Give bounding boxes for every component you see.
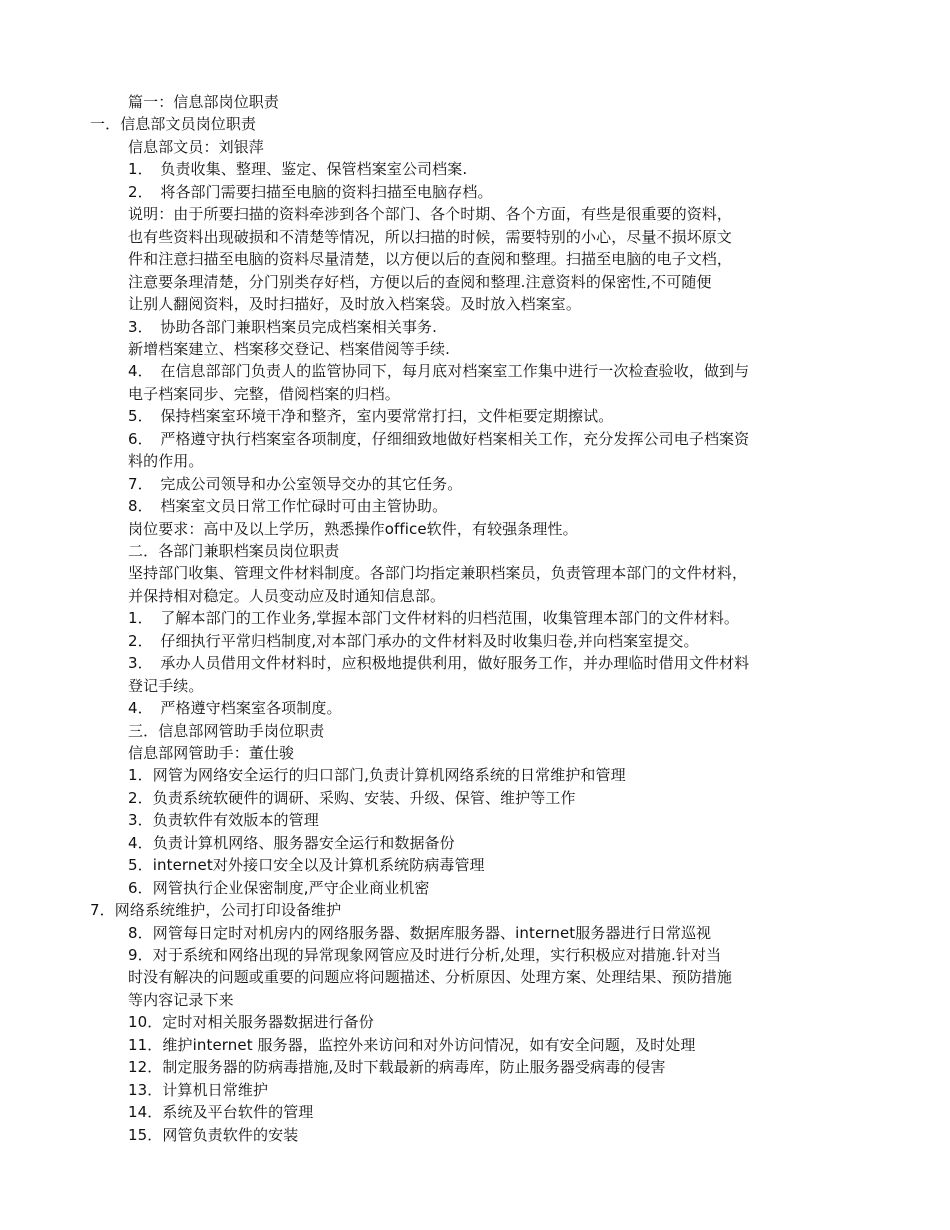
list-item: 6． 严格遵守执行档案室各项制度，仔细细致地做好档案相关工作，充分发挥公司电子档案资 — [128, 430, 750, 448]
text-line: 信息部网管助手：董仕骏 — [128, 744, 295, 762]
list-item: 3． 协助各部门兼职档案员完成档案相关事务. — [128, 318, 438, 336]
text-line: 新增档案建立、档案移交登记、档案借阅等手续. — [128, 340, 450, 358]
list-item: 8． 档案室文员日常工作忙碌时可由主管协助。 — [128, 497, 448, 515]
list-item: 8．网管每日定时对机房内的网络服务器、数据库服务器、internet服务器进行日常巡视 — [128, 924, 712, 942]
list-item: 1． 负责收集、整理、鉴定、保管档案室公司档案. — [128, 160, 468, 178]
list-item: 12．制定服务器的防病毒措施,及时下载最新的病毒库，防止服务器受病毒的侵害 — [128, 1058, 666, 1076]
list-item: 14．系统及平台软件的管理 — [128, 1103, 314, 1121]
list-item: 11．维护internet 服务器，监控外来访问和对外访问情况，如有安全问题，及时处理 — [128, 1036, 696, 1054]
text-line: 信息部文员：刘银萍 — [128, 138, 264, 156]
section-heading: 二．各部门兼职档案员岗位职责 — [128, 542, 340, 560]
section-heading: 一．信息部文员岗位职责 — [90, 115, 257, 133]
list-item: 13．计算机日常维护 — [128, 1081, 269, 1099]
list-item: 2．负责系统软硬件的调研、采购、安装、升级、保管、维护等工作 — [128, 789, 576, 807]
list-item: 7． 完成公司领导和办公室领导交办的其它任务。 — [128, 475, 463, 493]
list-item: 10．定时对相关服务器数据进行备份 — [128, 1013, 374, 1031]
text-line: 说明：由于所要扫描的资料牵涉到各个部门、各个时期、各个方面，有些是很重要的资料， — [128, 205, 733, 223]
list-item: 9．对于系统和网络出现的异常现象网管应及时进行分析,处理，实行积极应对措施.针对当 — [128, 946, 722, 964]
document-title: 篇一：信息部岗位职责 — [128, 93, 280, 111]
text-line: 等内容记录下来 — [128, 991, 234, 1009]
text-line: 注意要条理清楚，分门别类存好档，方便以后的查阅和整理.注意资料的保密性,不可随便 — [128, 273, 712, 291]
text-line: 电子档案同步、完整，借阅档案的归档。 — [128, 385, 400, 403]
text-line: 让别人翻阅资料，及时扫描好，及时放入档案袋。及时放入档案室。 — [128, 295, 582, 313]
list-item: 15．网管负责软件的安装 — [128, 1126, 299, 1144]
list-item: 4． 严格遵守档案室各项制度。 — [128, 699, 342, 717]
text-line: 件和注意扫描至电脑的资料尽量清楚，以方便以后的查阅和整理。扫描至电脑的电子文档， — [128, 250, 733, 268]
text-line: 登记手续。 — [128, 677, 204, 695]
list-item: 4．负责计算机网络、服务器安全运行和数据备份 — [128, 834, 455, 852]
list-item: 2． 仔细执行平常归档制度,对本部门承办的文件材料及时收集归卷,并向档案室提交。 — [128, 632, 699, 650]
text-line: 料的作用。 — [128, 452, 204, 470]
list-item: 3．负责软件有效版本的管理 — [128, 811, 319, 829]
text-line: 岗位要求：高中及以上学历，熟悉操作office软件，有较强条理性。 — [128, 520, 578, 538]
text-line: 并保持相对稳定。人员变动应及时通知信息部。 — [128, 587, 446, 605]
list-item: 3． 承办人员借用文件材料时，应积极地提供利用，做好服务工作，并办理临时借用文件材料 — [128, 654, 750, 672]
list-item: 4． 在信息部部门负责人的监管协同下，每月底对档案室工作集中进行一次检查验收，做到与 — [128, 362, 750, 380]
list-item: 2． 将各部门需要扫描至电脑的资料扫描至电脑存档。 — [128, 183, 493, 201]
list-item: 5． 保持档案室环境干净和整齐，室内要常常打扫，文件柜要定期擦试。 — [128, 407, 614, 425]
text-line: 坚持部门收集、管理文件材料制度。各部门均指定兼职档案员，负责管理本部门的文件材料， — [128, 564, 748, 582]
list-item: 1． 了解本部门的工作业务,掌握本部门文件材料的归档范围，收集管理本部门的文件材料。 — [128, 609, 740, 627]
list-item: 1．网管为网络安全运行的归口部门,负责计算机网络系统的日常维护和管理 — [128, 766, 626, 784]
text-line: 也有些资料出现破损和不清楚等情况，所以扫描的时候，需要特别的小心，尽量不损坏原文 — [128, 228, 733, 246]
section-heading: 三．信息部网管助手岗位职责 — [128, 722, 325, 740]
list-item: 6．网管执行企业保密制度,严守企业商业机密 — [128, 879, 430, 897]
text-line: 时没有解决的问题或重要的问题应将问题描述、分析原因、处理方案、处理结果、预防措施 — [128, 968, 733, 986]
list-item: 7．网络系统维护，公司打印设备维护 — [90, 901, 342, 919]
list-item: 5．internet对外接口安全以及计算机系统防病毒管理 — [128, 856, 485, 874]
